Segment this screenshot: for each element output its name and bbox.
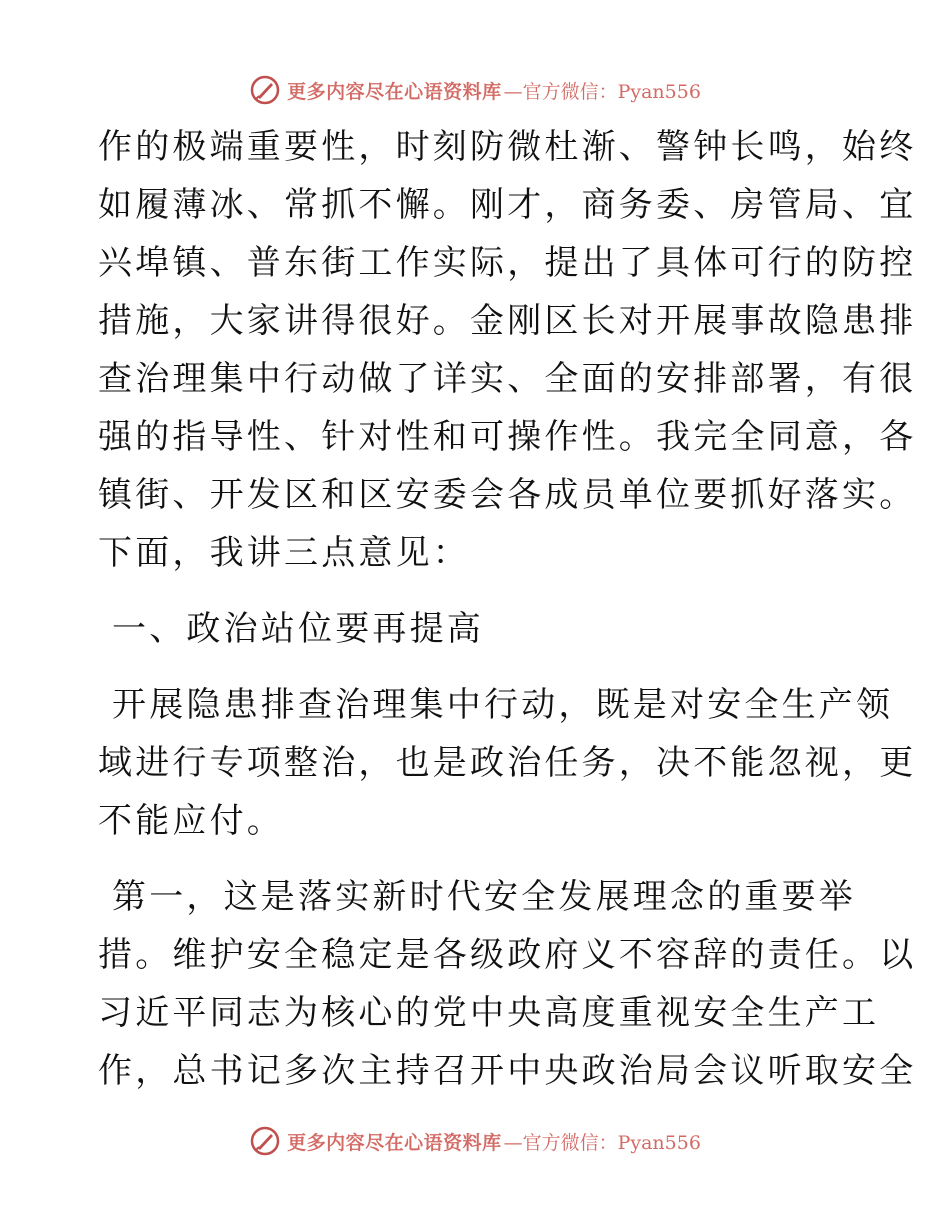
text-line: 兴埠镇、普东街工作实际，提出了具体可行的防控 (98, 243, 917, 283)
heading-line: 一、政治站位要再提高 (112, 609, 484, 649)
text-line: 如履薄冰、常抓不懈。刚才，商务委、房管局、宜 (98, 185, 917, 225)
watermark-sub-text: —官方微信：Pyan556 (503, 1131, 701, 1154)
text-line: 镇街、开发区和区安委会各成员单位要抓好落实。 (98, 475, 917, 515)
text-line: 下面，我讲三点意见： (98, 533, 470, 573)
text-line: 措。维护安全稳定是各级政府义不容辞的责任。以 (98, 935, 917, 975)
watermark-main-text: 更多内容尽在心语资料库 (287, 80, 502, 103)
quill-logo-icon (249, 1125, 281, 1157)
text-line: 强的指导性、针对性和可操作性。我完全同意，各 (98, 417, 917, 457)
text-line: 措施，大家讲得很好。金刚区长对开展事故隐患排 (98, 301, 917, 341)
text-line: 查治理集中行动做了详实、全面的安排部署，有很 (98, 359, 917, 399)
text-line: 作的极端重要性，时刻防微杜渐、警钟长鸣，始终 (98, 127, 917, 167)
paragraph (98, 676, 917, 850)
header-watermark (0, 72, 950, 108)
section-heading (98, 600, 858, 658)
watermark-sub-text: —官方微信：Pyan556 (503, 80, 701, 103)
document-body (98, 118, 917, 1100)
watermark-main-text: 更多内容尽在心语资料库 (287, 1131, 502, 1154)
text-line: 不能应付。 (98, 801, 284, 841)
paragraph (98, 868, 917, 1100)
text-line: 开展隐患排查治理集中行动，既是对安全生产领 (112, 685, 894, 725)
paragraph (98, 118, 917, 582)
text-line: 域进行专项整治，也是政治任务，决不能忽视，更 (98, 743, 917, 783)
text-line: 习近平同志为核心的党中央高度重视安全生产工 (98, 993, 880, 1033)
text-line: 作，总书记多次主持召开中央政治局会议听取安全 (98, 1051, 917, 1091)
quill-logo-icon (249, 74, 281, 106)
text-line: 第一，这是落实新时代安全发展理念的重要举 (112, 877, 856, 917)
footer-watermark (0, 1123, 950, 1159)
